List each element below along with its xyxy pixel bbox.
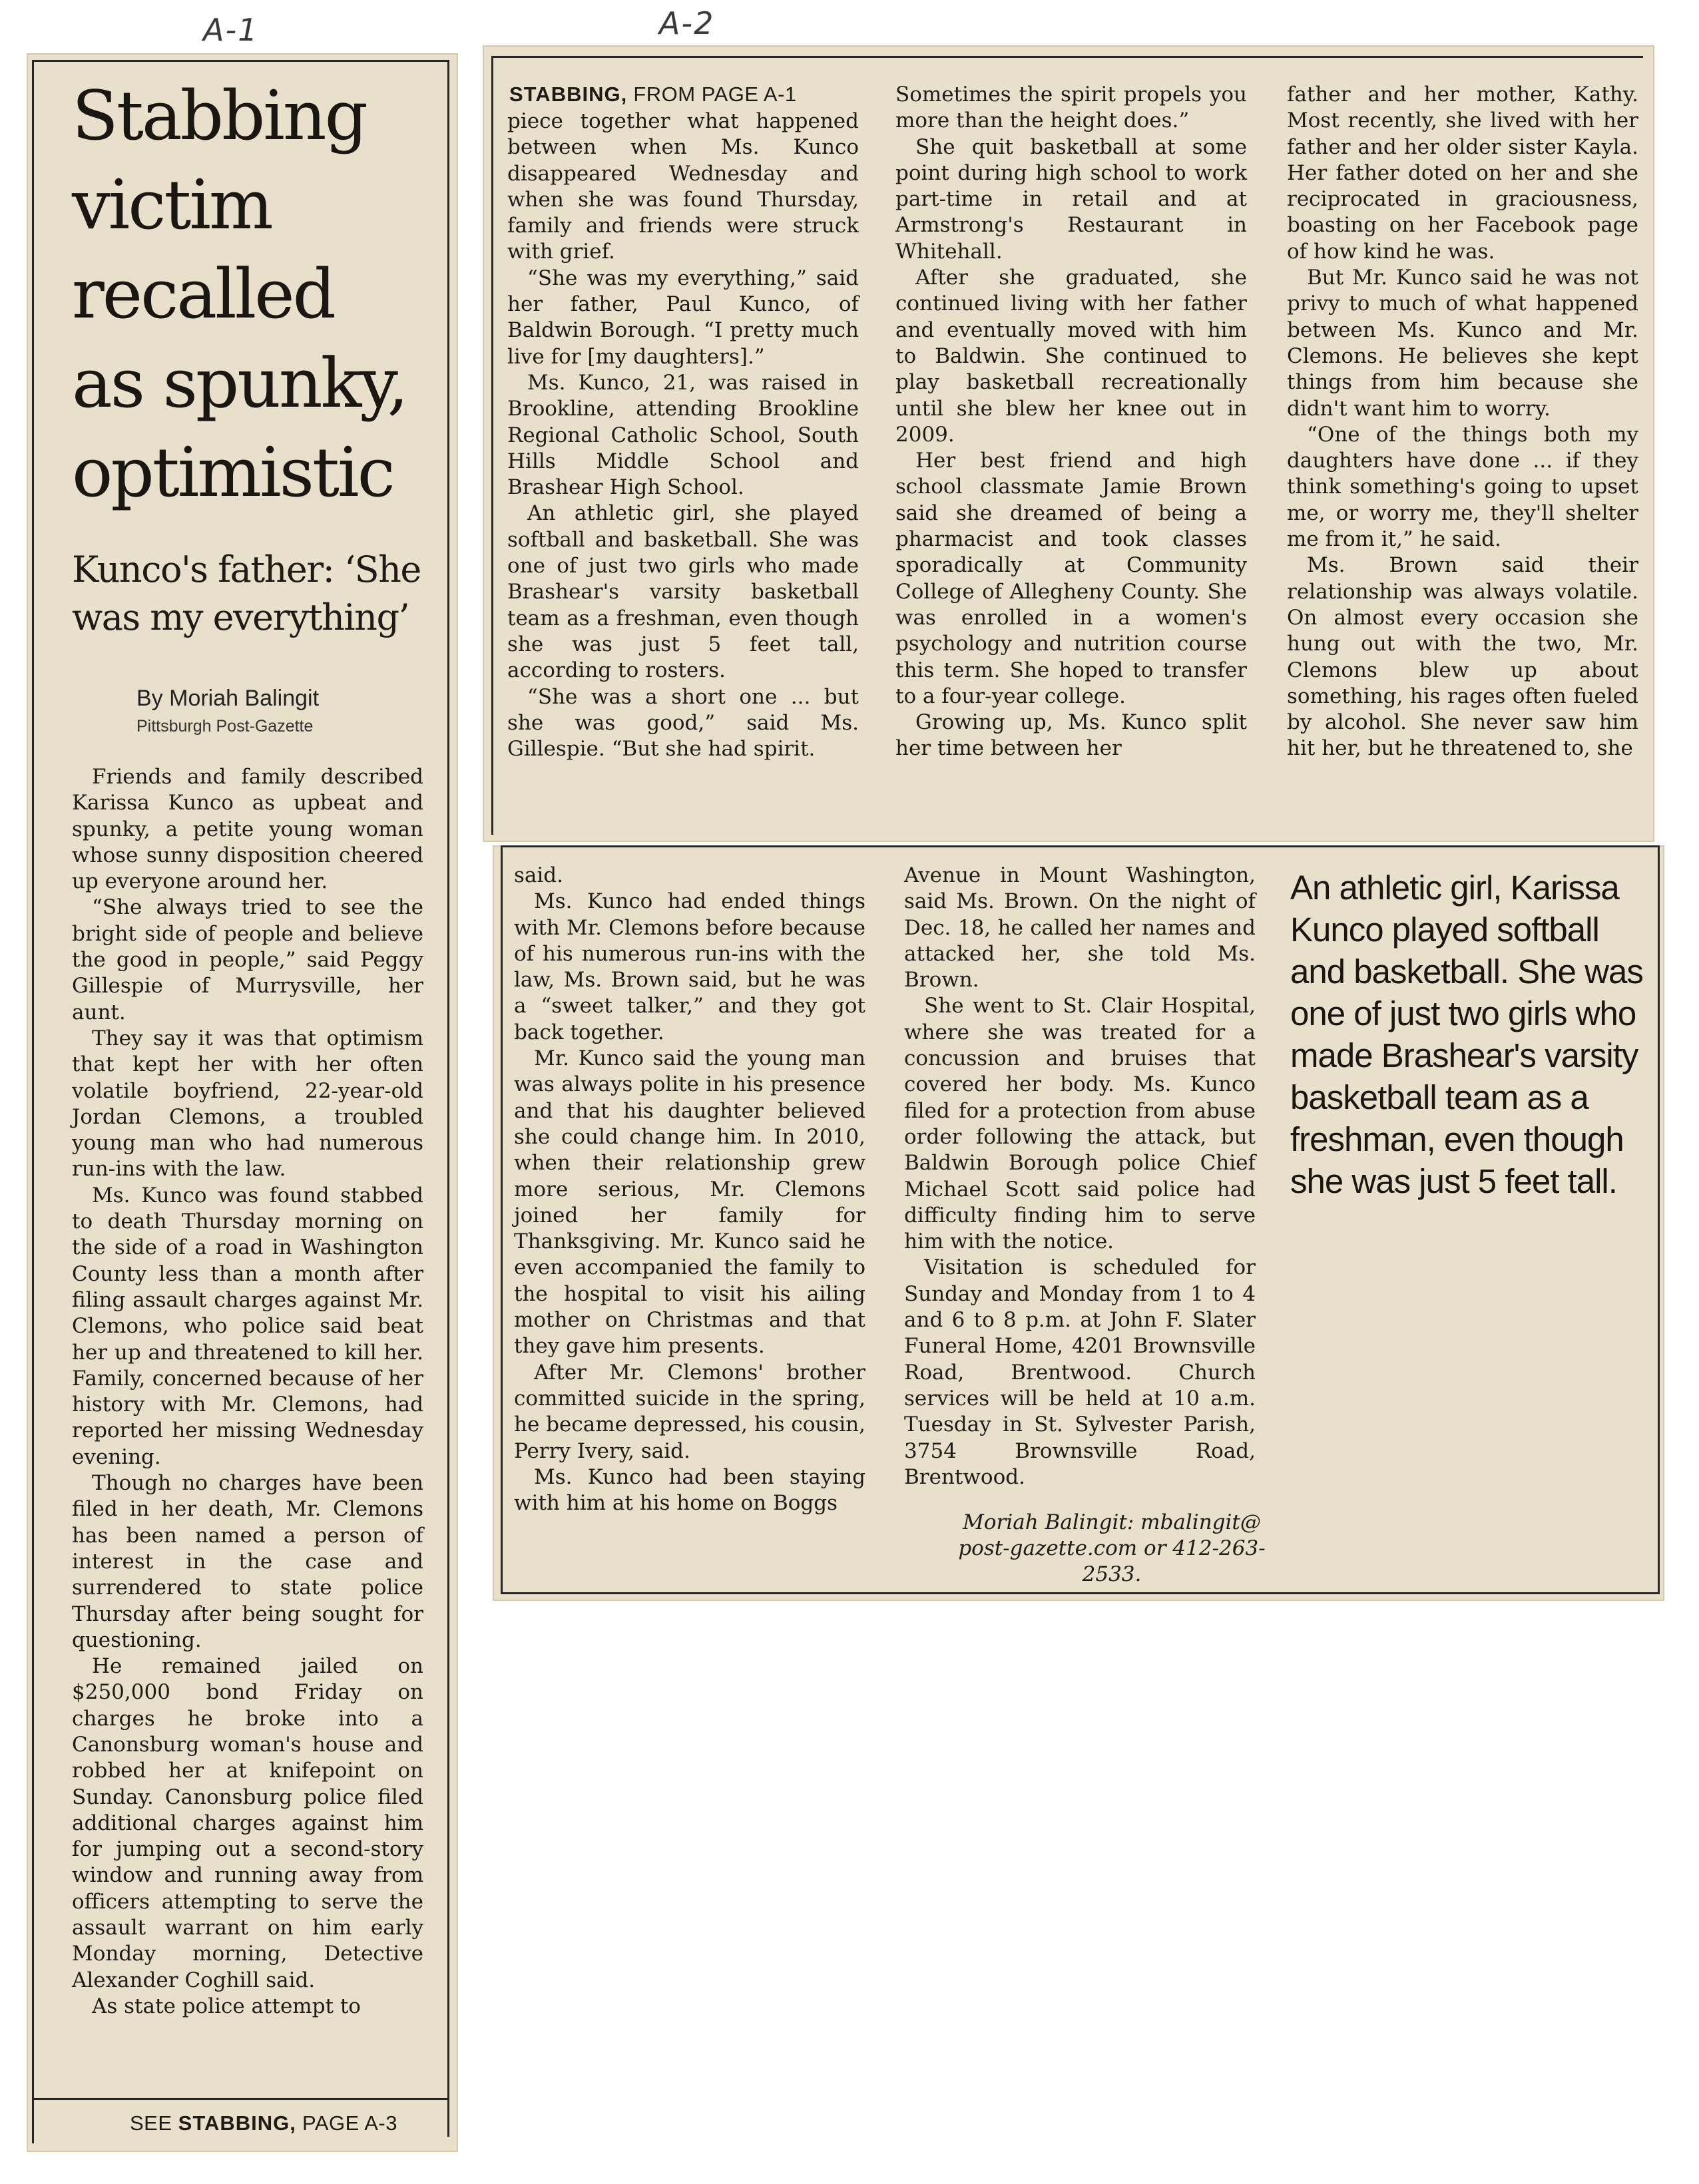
jump-line-see-page	[130, 2111, 397, 2135]
paragraph: Sometimes the spirit propels you more than the height does.”	[895, 83, 1247, 133]
article-a1-column	[72, 764, 423, 2020]
headline-line: as spunky,	[72, 344, 407, 423]
headline	[72, 72, 445, 518]
article-a2-bottom-column-2	[904, 863, 1256, 1490]
author-contact-line: post-gazette.com or 412-263-2533.	[958, 1536, 1266, 1586]
left-rule	[491, 56, 493, 835]
jump-keyword: STABBING,	[178, 2111, 296, 2135]
headline-line: optimistic	[72, 433, 393, 513]
paragraph: “She was a short one ... but she was good,” said Ms. Gillespie. “But she had spirit.	[507, 684, 859, 762]
jump-page: PAGE A-3	[296, 2111, 397, 2135]
jump-page: FROM PAGE A-1	[627, 83, 797, 106]
paragraph: Ms. Brown said their relationship was always volatile. On almost every occasion she hung out with the two, Mr. Clemons blew up about something, his rages often fueled by alcohol. She never saw him hit her, but he threatened to, she	[1287, 553, 1638, 761]
author-contact	[939, 1510, 1285, 1588]
handwritten-label-a2: A-2	[659, 5, 715, 41]
pull-quote: An athletic girl, Karissa Kunco played softball and basketball. She was one of just two girls who made Brashear's varsity basketball team as a freshman, even though she was just 5 feet tall.	[1290, 869, 1643, 1200]
headline-line: victim	[72, 166, 272, 245]
paragraph: After she graduated, she continued living with her father and eventually moved with him to Baldwin. She continued to play basketball recreationally until she blew her knee out in 2009.	[895, 266, 1247, 447]
byline: By Moriah Balingit	[136, 686, 320, 711]
paragraph: Ms. Kunco had ended things with Mr. Clemons before because of his numerous run-ins with the law, Ms. Brown said, but he was a “sweet talker,” and they got back together.	[514, 889, 865, 1044]
top-rule	[32, 60, 448, 62]
paragraph: Ms. Kunco was found stabbed to death Thursday morning on the side of a road in Washington County less than a month after filing assault charges against Mr. Clemons, who police said beat her up and threatened to kill her. Family, concerned because of her history with Mr. Clemons, had reported her missing Wednesday evening.	[72, 1183, 423, 1469]
jump-line-from-page	[509, 83, 797, 107]
jump-pre: SEE	[130, 2111, 178, 2135]
article-a2-top-column-1	[507, 109, 859, 762]
paragraph: She went to St. Clair Hospital, where she was treated for a concussion and bruises that covered her body. Ms. Kunco filed for a protection from abuse order following the attack, but Baldwin Borough police Chief Michael Scott said police had difficulty finding him to serve him with the notice.	[904, 994, 1256, 1254]
right-rule	[447, 60, 449, 2137]
paragraph: Ms. Kunco, 21, was raised in Brookline, attending Brookline Regional Catholic School, South Hills Middle School and Brashear High School.	[507, 370, 859, 500]
byline-organization: Pittsburgh Post-Gazette	[136, 717, 314, 736]
top-rule	[501, 845, 1659, 847]
bottom-rule	[501, 1592, 1660, 1594]
handwritten-label-a1: A-1	[203, 12, 259, 48]
paragraph: Visitation is scheduled for Sunday and Monday from 1 to 4 and 6 to 8 p.m. at John F. Slater Funeral Home, 4201 Brownsville Road, Brentwood. Church services will be held at 10 a.m. Tuesday in St. Sylvester Parish, 3754 Brownsville Road, Brentwood.	[904, 1255, 1256, 1489]
paragraph: Friends and family described Karissa Kunco as upbeat and spunky, a petite young woman whose sunny disposition cheered up everyone around her.	[72, 765, 423, 894]
paragraph: piece together what happened between when Ms. Kunco disappeared Wednesday and when she was found Thursday, family and friends were struck with grief.	[507, 109, 859, 264]
article-a2-bottom-column-1	[514, 863, 865, 1516]
paragraph: Avenue in Mount Washington, said Ms. Brown. On the night of Dec. 18, he called her names and attacked her, she told Ms. Brown.	[904, 863, 1256, 992]
paragraph: Her best friend and high school classmate Jamie Brown said she dreamed of being a pharmacist and took classes sporadically at Community College of Allegheny County. She was enrolled in a women's psychology and nutrition course this term. She hoped to transfer to a four-year college.	[895, 449, 1247, 708]
paragraph: An athletic girl, she played softball and basketball. She was one of just two girls who made Brashear's varsity basketball team as a freshman, even though she was just 5 feet tall, according to rosters.	[507, 501, 859, 683]
author-contact-line: Moriah Balingit: mbalingit@	[963, 1510, 1261, 1534]
article-a2-top-column-3	[1287, 82, 1638, 762]
paragraph: Growing up, Ms. Kunco split her time between her	[895, 710, 1247, 761]
paragraph: “One of the things both my daughters have done ... if they think something's going to upset me, or worry me, they'll shelter me from it,” he said.	[1287, 422, 1638, 552]
paragraph: As state police attempt to	[92, 1994, 361, 2018]
right-rule	[1658, 845, 1660, 1594]
bottom-rule	[32, 2098, 449, 2100]
paragraph: father and her mother, Kathy. Most recently, she lived with her father and her older sister Kayla. Her father doted on her and she reciprocated in graciousness, boasting on her Facebook page of how kind he was.	[1287, 83, 1638, 264]
headline-line: recalled	[72, 255, 334, 334]
paragraph: They say it was that optimism that kept her with her often volatile boyfriend, 22-year-old Jordan Clemons, a troubled young man who had numerous run-ins with the law.	[72, 1026, 423, 1182]
jump-keyword: STABBING,	[509, 83, 628, 106]
left-rule	[32, 60, 34, 2143]
article-a2-top-column-2	[895, 82, 1247, 762]
paragraph: Ms. Kunco had been staying with him at his home on Boggs	[514, 1464, 865, 1516]
paragraph: said.	[514, 863, 564, 887]
paragraph: She quit basketball at some point during high school to work part-time in retail and at Armstrong's Restaurant in Whitehall.	[895, 134, 1247, 264]
left-rule	[501, 845, 503, 1594]
subhead: Kunco's father: ‘She was my everything’	[72, 548, 421, 638]
paragraph: “She was my everything,” said her father, Paul Kunco, of Baldwin Borough. “I pretty much live for [my daughters].”	[507, 266, 859, 369]
paragraph: “She always tried to see the bright side of people and believe the good in people,” said Peggy Gillespie of Murrysville, her aunt.	[72, 895, 423, 1024]
top-rule	[491, 56, 1643, 58]
headline-line: Stabbing	[72, 77, 366, 156]
paragraph: He remained jailed on $250,000 bond Friday on charges he broke into a Canonsburg woman's house and robbed her at knifepoint on Sunday. Canonsburg police filed additional charges against him for jumping out a second-story window and running away from officers attempting to serve the assault warrant on him early Monday morning, Detective Alexander Coghill said.	[72, 1654, 423, 1992]
paragraph: After Mr. Clemons' brother committed suicide in the spring, he became depressed, his cousin, Perry Ivery, said.	[514, 1360, 865, 1463]
paragraph: But Mr. Kunco said he was not privy to much of what happened between Ms. Kunco and Mr. Clemons. He believes she kept things from him because she didn't want him to worry.	[1287, 266, 1638, 421]
paragraph: Though no charges have been filed in her death, Mr. Clemons has been named a person of interest in the case and surrendered to state police Thursday after being sought for questioning.	[72, 1471, 423, 1652]
paragraph: Mr. Kunco said the young man was always polite in his presence and that his daughter believed she could change him. In 2010, when their relationship grew more serious, Mr. Clemons joined her family for Thanksgiving. Mr. Kunco said he even accompanied the family to the hospital to visit his ailing mother on Christmas and that they gave him presents.	[514, 1046, 865, 1359]
